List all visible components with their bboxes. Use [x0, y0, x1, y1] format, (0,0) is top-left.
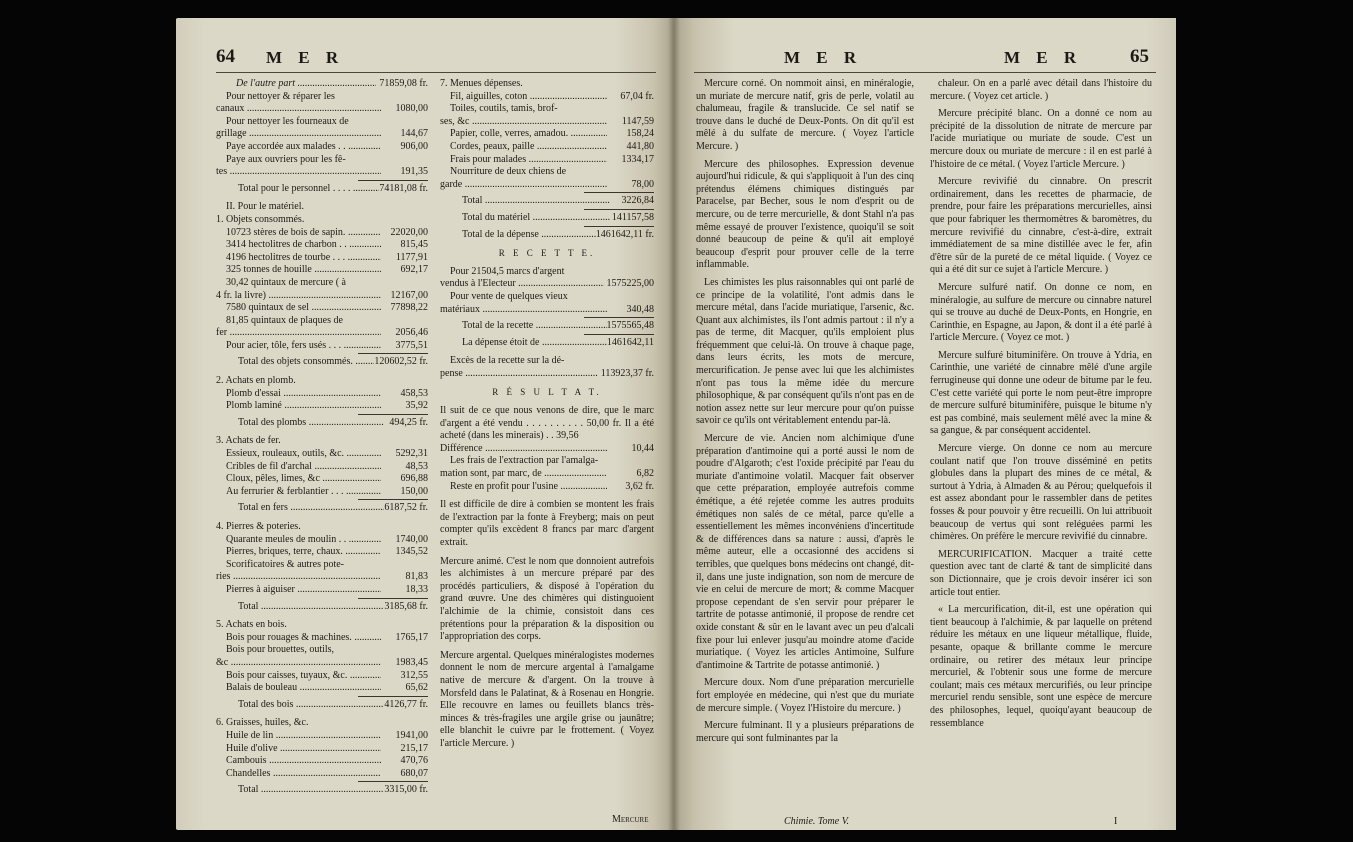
entry-amount: 113923,37 fr.	[600, 367, 654, 379]
total-amount: 3226,84	[621, 195, 654, 207]
total-amount: 1575565,48	[606, 320, 654, 332]
account-entry	[216, 486, 428, 499]
entry-label: Papier, colle, verres, amadou. .....	[450, 128, 607, 141]
right-column-accounts	[440, 78, 654, 751]
account-entry	[216, 584, 428, 597]
account-total	[216, 417, 428, 430]
account-line: 81,85 quintaux de plaques de	[226, 314, 343, 326]
account-line: Bois pour brouettes, outils,	[226, 644, 335, 656]
total-amount: 1461642,11 fr.	[595, 228, 654, 240]
account-entry	[216, 571, 428, 584]
entry-amount: 906,00	[400, 140, 428, 152]
running-head-right-b: M E R	[1004, 48, 1083, 67]
right-page	[674, 18, 1176, 830]
paragraph: Mercure animé. C'est le nom que donnoient autrefois les alchimistes à un mercure préparé par des procédés particuliers, & disposé à l'opération du grand œuvre. Une des chimères qui distinguoient l'alchimie de la chimie, consistoit dans ces prétentions pour la préparation & la disposition ou l'appropriation des corps.	[440, 555, 654, 643]
left-page	[176, 18, 674, 830]
total-label: Total .....	[238, 601, 384, 614]
entry-amount: 1177,91	[395, 251, 428, 263]
account-entry	[216, 768, 428, 781]
entry-label: Huile de lin .....	[226, 730, 381, 743]
signature-letter: I	[1114, 816, 1118, 827]
entry-amount: 78,00	[631, 178, 654, 190]
total-amount: 120602,52 fr.	[374, 356, 428, 368]
total-label: Total du matériel .....	[462, 212, 610, 225]
entry-amount: 815,45	[400, 239, 428, 251]
entry-label: Pierres à aiguiser .....	[226, 584, 381, 597]
entry-label: Au ferrurier & ferblantier . . . .....	[226, 486, 381, 499]
entry-label: Cordes, peaux, paille .....	[450, 141, 607, 154]
article-paragraph: Mercure des philosophes. Expression devenue aujourd'hui ridicule, & qui s'appliquoit à l'un des cinq prétendus élémens chimiques distingués par Paracelse, par Becher, sous le nom d'esprit ou de mercure, ou de terre mercurielle, & dont Stahl n'a pas même essayé de prouver l'existence, quoiqu'il se soit donné beaucoup de peine & qu'il ait employé beaucoup d'esprit pour prouver celle de la terre inflammable.	[696, 158, 914, 271]
article-paragraph: Mercure de vie. Ancien nom alchimique d'une préparation d'antimoine qui a porté aussi le nom de poudre d'Algaroth; c'est l'oxide précipité par l'eau du muriate d'antimoine volatil. Macquer fait observer que cette préparation, employée autrefois comme émétique, a été rejetée comme les autres produits émétiques non salés de ce métal, parce qu'elle a essentiellement les mêmes inconvéniens d'incertitude & de différences dans sa nature : aussi, d'après le même auteur, elle a occasionné des accidens si terribles, que quelques bons médecins ont changé, dit-il, dans une juste indignation, son nom de mercure de vie en celui de mercure de mort; & comme Macquer propose cependant de s'en servir pour préparer le tartrite de potasse antimonié, il propose de rendre cet oxide constant & sûr en le lavant avec un peu d'alcali fixe pour lui enlever jusqu'au moindre atome d'acide muriatique. ( Voyez les articles Antimoine, Sulfure d'antimoine & Tartrite de potasse antimonié. )	[696, 433, 914, 671]
account-entry	[216, 632, 428, 645]
account-entry	[216, 290, 428, 303]
sum-rule	[584, 334, 654, 335]
account-entry	[440, 128, 654, 141]
sum-rule	[358, 180, 428, 181]
entry-amount: 1983,45	[395, 656, 428, 668]
left-column-accounts	[216, 78, 428, 797]
entry-label: fer .....	[216, 327, 381, 340]
account-entry	[216, 128, 428, 141]
catchword: Mercure	[612, 814, 649, 825]
account-entry	[440, 141, 654, 154]
entry-label: ries .....	[216, 571, 381, 584]
account-line: Pour nettoyer & réparer les	[226, 90, 335, 102]
entry-amount: 1740,00	[395, 533, 428, 545]
right-page-column-1	[696, 78, 914, 750]
total-label: Total .....	[462, 195, 610, 208]
entry-label: Pierres, briques, terre, chaux. .....	[226, 546, 381, 559]
entry-label: Essieux, rouleaux, outils, &c. .....	[226, 448, 381, 461]
account-entry	[216, 730, 428, 743]
total-label: Total des objets consommés. .....	[238, 356, 374, 369]
sum-rule	[584, 209, 654, 210]
account-entry	[216, 166, 428, 179]
account-entry	[440, 468, 654, 481]
article-paragraph: Les chimistes les plus raisonnables qui ont parlé de ce principe de la volatilité, l'ont admis dans le mercure métal, dans l'acide muriatique, l'arsenic, &c. Quant aux alchimistes, ils l'ont admis partout : il n'y a pas de terme, dit Macquer, qu'ils emploient plus fréquemment que celui-là. On trouve à chaque page, dans leurs écrits, les mots de mercure, mercurification. Je pense avec lui que les alchimistes n'ont pas tous la même idée du mercure philosophique, & par conséquent qu'ils n'ont pas en de notion assez nette sur leur mercure pour qu'on puisse savoir ce qu'ils ont véritablement entendu par-là.	[696, 276, 914, 427]
account-entry	[216, 103, 428, 116]
entry-label: Cambouis .....	[226, 755, 381, 768]
account-entry	[216, 264, 428, 277]
entry-label: Paye accordée aux malades . . .....	[226, 141, 381, 154]
account-line: Scorificatoires & autres pote-	[226, 558, 345, 570]
entry-label: Cribles de fil d'archal .....	[226, 461, 381, 474]
entry-label: matériaux .....	[440, 304, 607, 317]
account-line: Paye aux ouvriers pour les fê-	[226, 153, 346, 165]
entry-amount: 65,62	[405, 682, 428, 694]
entry-label: vendus à l'Electeur .....	[440, 278, 604, 291]
account-entry	[216, 473, 428, 486]
running-head-right-a: M E R	[784, 48, 863, 67]
header-rule-right	[694, 72, 1156, 73]
account-entry	[440, 179, 654, 192]
total-amount: 141157,58	[611, 211, 654, 223]
entry-amount: 1147,59	[621, 115, 654, 127]
sum-rule	[584, 226, 654, 227]
total-label: Total en fers .....	[238, 502, 384, 515]
entry-label: Huile d'olive .....	[226, 743, 381, 756]
account-entry	[216, 546, 428, 559]
section-heading: R E C E T T E.	[498, 248, 596, 259]
entry-amount: 5292,31	[395, 448, 428, 460]
entry-label: Balais de bouleau .....	[226, 682, 381, 695]
account-entry	[216, 448, 428, 461]
entry-label: Quarante meules de moulin . . .....	[226, 534, 381, 547]
entry-amount: 1941,00	[395, 729, 428, 741]
total-amount: 494,25 fr.	[389, 416, 428, 428]
entry-label: 4196 hectolitres de tourbe . . . .....	[226, 252, 381, 265]
article-paragraph: Mercure doux. Nom d'une préparation mercurielle fort employée en médecine, qui n'est que du muriate de mercure simple. ( Voyez l'Histoire du mercure. )	[696, 677, 914, 714]
entry-amount: 680,07	[400, 767, 428, 779]
total-amount: 3315,00 fr.	[384, 784, 428, 796]
account-total	[440, 320, 654, 333]
account-entry	[216, 670, 428, 683]
account-line: Pour nettoyer les fourneaux de	[226, 115, 349, 127]
entry-label: Bois pour caisses, tuyaux, &c. .....	[226, 670, 381, 683]
paragraph: Mercure argental. Quelques minéralogistes modernes donnent le nom de mercure argental à l'amalgame native de mercure & d'argent. On la trouve à Morsfeld dans le Palatinat, & à Rosenau en Hongrie. Elle recouvre en lames ou feuillets blancs très-minces & très-fragiles une argile grise ou jaunâtre; elle blanchit le cuivre par le frottement. ( Voyez l'article Mercure. )	[440, 649, 654, 749]
entry-label: Plomb d'essai .....	[226, 388, 381, 401]
right-page-column-2	[930, 78, 1152, 735]
entry-amount: 215,17	[400, 742, 428, 754]
account-total	[216, 699, 428, 712]
article-paragraph: Mercure sulfuré natif. On donne ce nom, en minéralogie, au sulfure de mercure ou cinnabre naturel qui se trouve au duché de Deux-Ponts, en Hongrie, en Carinthie, en Espagne, au Japon, & dont il a été parlé à l'article Mercure. ( Voyez ce mot. )	[930, 281, 1152, 344]
account-total	[216, 502, 428, 515]
account-total	[216, 601, 428, 614]
account-entry	[440, 443, 654, 456]
entry-amount: 692,17	[400, 264, 428, 276]
entry-amount: 1334,17	[621, 153, 654, 165]
account-entry	[216, 340, 428, 353]
page-number-right: 65	[1130, 46, 1149, 67]
entry-label: pense .....	[440, 368, 598, 381]
entry-amount: 441,80	[626, 140, 654, 152]
entry-label: Frais pour malades .....	[450, 154, 607, 167]
account-line: Toiles, coutils, tamis, brof-	[450, 103, 558, 115]
entry-amount: 81,83	[405, 571, 428, 583]
entry-amount: 3,62 fr.	[625, 480, 654, 492]
sum-rule	[358, 598, 428, 599]
entry-label: Cloux, pêles, limes, &c .....	[226, 473, 381, 486]
account-total	[440, 337, 654, 350]
account-line: II. Pour le matériel.	[226, 201, 305, 213]
entry-amount: 158,24	[626, 128, 654, 140]
entry-label: garde .....	[440, 179, 607, 192]
account-total	[216, 784, 428, 797]
account-entry	[216, 657, 428, 670]
entry-amount: 3775,51	[395, 339, 428, 351]
entry-amount: 48,53	[405, 460, 428, 472]
account-line: 30,42 quintaux de mercure ( à	[226, 276, 346, 288]
entry-label: 10723 stères de bois de sapin. .....	[226, 227, 381, 240]
entry-amount: 458,53	[400, 387, 428, 399]
account-entry	[440, 481, 654, 494]
total-label: Total des plombs .....	[238, 417, 384, 430]
article-paragraph: chaleur. On en a parlé avec détail dans l'histoire du mercure. ( Voyez cet article. )	[930, 78, 1152, 102]
article-paragraph: Mercure précipité blanc. On a donné ce nom au précipité de la dissolution de nitrate de mercure par l'acide muriatique ou muriate de soude. C'est un mercure doux ou muriate de mercure : il en est parlé à l'histoire de ce métal. ( Voyez l'article Mercure. )	[930, 108, 1152, 170]
total-label: Total des bois .....	[238, 699, 384, 712]
account-total	[440, 212, 654, 225]
running-head-left: M E R	[266, 48, 345, 67]
entry-label: 7580 quintaux de sel .....	[226, 302, 381, 315]
account-entry	[440, 91, 654, 104]
entry-amount: 18,33	[405, 583, 428, 595]
total-amount: 1461642,11	[606, 336, 654, 348]
entry-label: mation sont, par marc, de .....	[440, 468, 607, 481]
entry-amount: 1765,17	[395, 631, 428, 643]
account-line: 4. Pierres & poteries.	[216, 521, 301, 532]
entry-amount: 144,67	[400, 128, 428, 140]
paragraph: Il est difficile de dire à combien se montent les frais de l'extraction par la fonte à Freyberg; mais on peut compter qu'ils excèdent 8 francs par marc d'argent extrait.	[440, 499, 654, 548]
article-paragraph: « La mercurification, dit-il, est une opération qui tient beaucoup à l'alchimie, & par laquelle on prétend réduire les métaux en une liqueur métallique, fluide, pesante, opaque & brillante comme le mercure ordinaire, ou retirer des métaux leur principe mercuriel, & l'obtenir sous une forme de mercure coulant; mais ces métaux mercurifiés, ou leur principe mercuriel rendu sensible, sont une espèce de mercure des philosophes, lequel, quoiqu'ayant beaucoup de ressemblance	[930, 604, 1152, 729]
paragraph: Il suit de ce que nous venons de dire, que le marc d'argent a été vendu . . . . . . . . . . 50,00 fr. Il a été acheté (dans les minerais) . . 39,56	[440, 405, 654, 442]
sum-rule	[358, 414, 428, 415]
entry-label: canaux .....	[216, 103, 381, 116]
account-total	[216, 356, 428, 369]
open-book	[176, 18, 1176, 830]
account-entry	[216, 682, 428, 695]
entry-label: Fil, aiguilles, coton .....	[450, 91, 607, 104]
total-label: Total de la recette .....	[462, 320, 607, 333]
account-line: Excès de la recette sur la dé-	[450, 355, 565, 367]
account-line: 7. Menues dépenses.	[440, 78, 523, 89]
account-total	[440, 229, 654, 242]
account-entry	[216, 78, 428, 91]
account-entry	[440, 278, 654, 291]
entry-label: Plomb laminé .....	[226, 400, 381, 413]
article-paragraph: Mercure vierge. On donne ce nom au mercure coulant natif que l'on trouve disséminé en petits globules dans la plupart des mines de ce métal, & surtout à Ydria, à Almaden & au Pérou; quelquefois il est assez abondant pour le rassembler dans de petites fosses & pour pouvoir y être recueilli. On lui attribuoit beaucoup de vertus qui sont reléguées parmi les chimères. On préfère le mercure revivifié du cinnabre.	[930, 443, 1152, 543]
sum-rule	[358, 781, 428, 782]
entry-label: Chandelles .....	[226, 768, 381, 781]
entry-amount: 77898,22	[390, 302, 428, 314]
entry-amount: 696,88	[400, 473, 428, 485]
entry-label: grillage .....	[216, 128, 381, 141]
entry-amount: 22020,00	[390, 226, 428, 238]
account-entry	[216, 141, 428, 154]
account-line: Les frais de l'extraction par l'amalga-	[450, 455, 599, 467]
entry-label: 3414 hectolitres de charbon . . .....	[226, 239, 381, 252]
article-paragraph: Mercure fulminant. Il y a plusieurs préparations de mercure qui sont fulminantes par la	[696, 720, 914, 744]
signature-mark: Chimie. Tome V.	[784, 816, 850, 827]
total-amount: 74181,08 fr.	[379, 182, 428, 194]
entry-amount: 12167,00	[390, 289, 428, 301]
account-entry	[216, 743, 428, 756]
entry-amount: 35,92	[405, 400, 428, 412]
section-heading: R É S U L T A T.	[492, 387, 602, 398]
entry-label: ses, &c .....	[440, 116, 607, 129]
entry-amount: 1575225,00	[606, 278, 654, 290]
entry-label: De l'autre part .....	[236, 78, 376, 91]
account-total	[440, 195, 654, 208]
entry-amount: 2056,46	[395, 327, 428, 339]
total-amount: 3185,68 fr.	[384, 600, 428, 612]
total-label: Total de la dépense .....	[462, 229, 596, 242]
entry-amount: 6,82	[636, 468, 654, 480]
account-entry	[216, 534, 428, 547]
account-entry	[216, 239, 428, 252]
account-line: Nourriture de deux chiens de	[450, 166, 567, 178]
total-amount: 4126,77 fr.	[384, 698, 428, 710]
entry-label: &c .....	[216, 657, 381, 670]
entry-label: Reste en profit pour l'usine .....	[450, 481, 607, 494]
entry-amount: 10,44	[631, 442, 654, 454]
account-entry	[440, 116, 654, 129]
total-label: La dépense étoit de .....	[462, 337, 607, 350]
entry-label: Différence .....	[440, 443, 607, 456]
entry-amount: 470,76	[400, 755, 428, 767]
account-line: 6. Graisses, huiles, &c.	[216, 717, 309, 729]
entry-amount: 1345,52	[395, 546, 428, 558]
account-entry	[216, 400, 428, 413]
article-paragraph: MERCURIFICATION. Macquer a traité cette question avec tant de clarté & tant de simplicité dans son Dictionnaire, que je crois devoir insérer ici son article tout entier.	[930, 548, 1152, 598]
sum-rule	[358, 696, 428, 697]
entry-label: 4 fr. la livre) .....	[216, 290, 381, 303]
entry-amount: 312,55	[400, 669, 428, 681]
article-paragraph: Mercure sulfuré bituminifère. On trouve à Ydria, en Carinthie, une variété de cinnabre mêlé d'une argile ferrugineuse qui donne une odeur de bitume par le feu. C'est cette variété qui porte le nom peut-être impropre de mercure sulfuré bituminifère, puisque le bitume n'y est pas combiné, mais seulement mêlé avec la mine & sa gangue, & par conséquent accidentel.	[930, 349, 1152, 437]
total-label: Total .....	[238, 784, 384, 797]
entry-label: tes .....	[216, 166, 381, 179]
entry-amount: 191,35	[400, 166, 428, 178]
total-amount: 6187,52 fr.	[384, 502, 428, 514]
entry-label: Pour acier, tôle, fers usés . . . .....	[226, 340, 381, 353]
entry-amount: 71859,08 fr.	[379, 78, 428, 89]
total-label: Total pour le personnel . . . . .....	[238, 183, 379, 196]
article-paragraph: Mercure revivifié du cinnabre. On prescrit ordinairement, dans les recettes de pharmacie, de prendre, pour faire les préparations mercurielles, ainsi que pour fabriquer les thermomètres & baromètres, du mercure revivifié du cinnabre, c'est-à-dire, extrait immédiatement de sa mine distillée avec le fer, afin d'être sûr de la pureté de ce métal liquide. ( Voyez ce qui a été dit sur ce sujet à l'article Mercure. )	[930, 176, 1152, 276]
account-line: 3. Achats de fer.	[216, 435, 281, 447]
account-entry	[216, 755, 428, 768]
account-entry	[216, 302, 428, 315]
entry-amount: 1080,00	[395, 103, 428, 115]
sum-rule	[358, 353, 428, 354]
sum-rule	[584, 192, 654, 193]
sum-rule	[584, 317, 654, 318]
account-total	[216, 183, 428, 196]
article-paragraph: Mercure corné. On nommoit ainsi, en minéralogie, un muriate de mercure natif, gris de perle, volatil au chalumeau, fragile & translucide. Ce sel natif se trouve dans le duché de Deux-Ponts. On dit qu'il est mêlé à du sulfate de mercure. ( Voyez l'article Mercure. )	[696, 78, 914, 152]
account-entry	[440, 368, 654, 381]
book-gutter	[668, 18, 680, 830]
entry-amount: 150,00	[400, 485, 428, 497]
account-line: 5. Achats en bois.	[216, 619, 287, 631]
account-entry	[216, 327, 428, 340]
account-line: Pour vente de quelques vieux	[450, 290, 568, 302]
account-entry	[216, 388, 428, 401]
entry-amount: 67,04 fr.	[620, 90, 654, 102]
account-entry	[440, 304, 654, 317]
entry-amount: 340,48	[626, 303, 654, 315]
account-line: Pour 21504,5 marcs d'argent	[450, 265, 565, 277]
entry-label: Bois pour rouages & machines. .....	[226, 632, 381, 645]
account-line: 2. Achats en plomb.	[216, 375, 296, 387]
account-entry	[216, 252, 428, 265]
sum-rule	[358, 499, 428, 500]
header-rule-left	[216, 72, 656, 73]
entry-label: 325 tonnes de houille .....	[226, 264, 381, 277]
account-entry	[440, 154, 654, 167]
account-entry	[216, 227, 428, 240]
account-line: 1. Objets consommés.	[216, 213, 305, 225]
page-number-left: 64	[216, 46, 235, 67]
account-entry	[216, 461, 428, 474]
